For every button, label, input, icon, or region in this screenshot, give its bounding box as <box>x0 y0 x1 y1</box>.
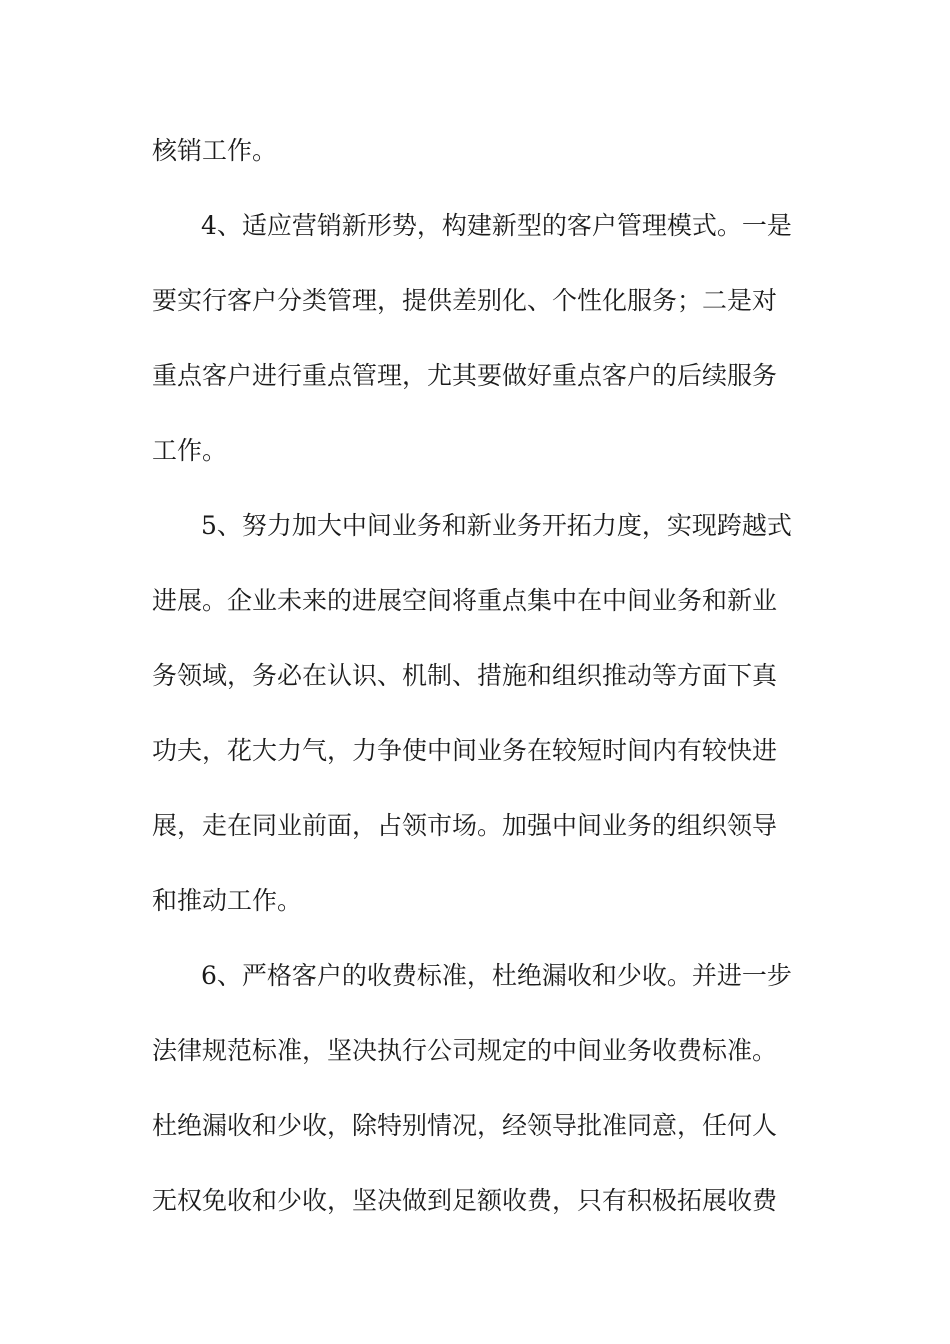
text-line: 无权免收和少收，坚决做到足额收费，只有积极拓展收费 <box>152 1186 778 1215</box>
text-line: 5、努力加大中间业务和新业务开拓力度，实现跨越式 <box>201 511 792 540</box>
text-line: 进展。企业未来的进展空间将重点集中在中间业务和新业 <box>152 586 778 615</box>
text-line: 重点客户进行重点管理，尤其要做好重点客户的后续服务 <box>152 361 778 390</box>
text-line: 展，走在同业前面，占领市场。加强中间业务的组织领导 <box>152 811 778 840</box>
text-line: 工作。 <box>152 436 228 465</box>
text-line: 法律规范标准，坚决执行公司规定的中间业务收费标准。 <box>152 1036 778 1065</box>
text-line: 核销工作。 <box>152 136 278 165</box>
text-line: 杜绝漏收和少收，除特别情况，经领导批准同意，任何人 <box>152 1111 778 1140</box>
text-line: 6、严格客户的收费标准，杜绝漏收和少收。并进一步 <box>201 961 792 990</box>
text-line: 4、适应营销新形势，构建新型的客户管理模式。一是 <box>201 211 792 240</box>
text-line: 务领域，务必在认识、机制、措施和组织推动等方面下真 <box>152 661 778 690</box>
text-line: 功夫，花大力气，力争使中间业务在较短时间内有较快进 <box>152 736 778 765</box>
text-line: 和推动工作。 <box>152 886 303 915</box>
text-line: 要实行客户分类管理，提供差别化、个性化服务；二是对 <box>152 286 778 315</box>
